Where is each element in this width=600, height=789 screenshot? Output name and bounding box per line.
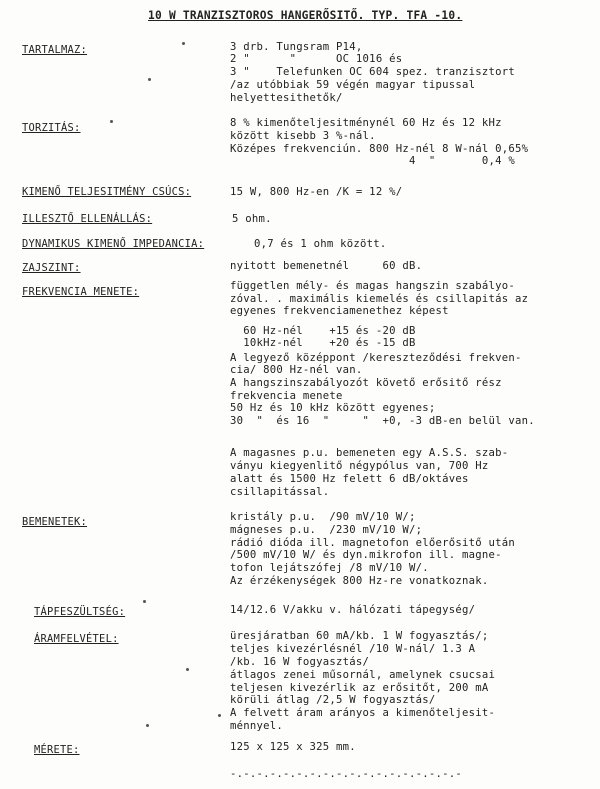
section-label-bemenetek: BEMENETEK: — [22, 516, 88, 528]
section-label-tartalmaz: TARTALMAZ: — [22, 44, 88, 56]
section-line: 2 " " OC 1016 és — [230, 53, 403, 65]
section-line: helyettesithetők/ — [230, 92, 343, 104]
section-line: csillapitással. — [230, 486, 330, 498]
section-line: A legyező középpont /kereszteződési frekven- — [230, 352, 522, 364]
scan-speck — [218, 714, 221, 717]
section-line: ménnyel. — [230, 720, 284, 732]
section-line: Az érzékenységek 800 Hz-re vonatkoznak. — [230, 575, 489, 587]
section-line: 3 " Telefunken OC 604 spez. tranzisztort — [230, 66, 516, 78]
section-line: között kisebb 3 %-nál. — [230, 130, 376, 142]
section-line: 125 x 125 x 325 mm. — [230, 741, 356, 753]
section-line: rádió dióda ill. magnetofon előerősitő után — [230, 537, 516, 549]
section-line: 3 drb. Tungsram P14, — [230, 41, 363, 53]
section-line: egyenes frekvenciamenethez képest — [230, 305, 449, 317]
scan-speck — [143, 600, 146, 603]
section-label-tapfeszultseg: TÁPFESZÜLTSÉG: — [34, 606, 126, 618]
section-line: független mély- és magas hangszin szabályo- — [230, 280, 516, 292]
section-label-frekvencia: FREKVENCIA MENETE: — [22, 286, 140, 298]
section-line: Középes frekvenciún. 800 Hz-nél 8 W-nál 0,65% — [230, 143, 529, 155]
section-line: cia/ 800 Hz-nél van. — [230, 364, 363, 376]
scan-speck — [182, 42, 185, 45]
section-line: 50 Hz és 10 kHz között egyenes; — [230, 402, 436, 414]
section-line: 8 % kimenőteljesitménynél 60 Hz és 12 kHz — [230, 117, 502, 129]
document-title: 10 W TRANZISZTOROS HANGERŐSITŐ. TYP. TFA -10. — [148, 9, 463, 22]
section-line: 0,7 és 1 ohm között. — [254, 238, 387, 250]
footer-separator: -.-.-.-.-.-.-.-.-.-.-.-.-.-.-.-.-.- — [230, 768, 462, 780]
section-line: ványu kiegyenlitő négypólus van, 700 Hz — [230, 460, 489, 472]
section-line: 4 " 0,4 % — [230, 155, 516, 167]
section-line: teljesen kivezérlik az erősitőt, 200 mA — [230, 682, 489, 694]
section-line: teljes kivezérlésnél /10 W-nál/ 1.3 A — [230, 643, 476, 655]
section-line: 5 ohm. — [232, 213, 272, 225]
section-line: átlagos zenei műsornál, amelynek csucsai — [230, 669, 496, 681]
section-line: 60 Hz-nél +15 és -20 dB — [230, 325, 416, 337]
section-line: nyitott bemenetnél 60 dB. — [230, 260, 423, 272]
section-line: A hangszinszabályozót követő erősitő rész — [230, 377, 502, 389]
section-line: 14/12.6 V/akku v. hálózati tápegység/ — [230, 604, 476, 616]
section-line: frekvencia menete — [230, 390, 343, 402]
scan-speck — [186, 668, 189, 671]
section-line: körüli átlag /2,5 W fogyasztás/ — [230, 694, 436, 706]
section-line: alatt és 1500 Hz felett 6 dB/oktáves — [230, 473, 469, 485]
section-line: 30 " és 16 " " +0, -3 dB-en belül van. — [230, 415, 535, 427]
scan-speck — [110, 120, 113, 123]
section-line: tofon lejátszófej /8 mV/10 W/. — [230, 562, 429, 574]
section-line: A magasnes p.u. bemeneten egy A.S.S. szab- — [230, 447, 509, 459]
section-label-kimeno-teljesitmeny: KIMENŐ TELJESITMÉNY CSÚCS: — [22, 186, 192, 198]
section-label-dynamikus: DYNAMIKUS KIMENŐ IMPEDANCIA: — [22, 238, 205, 250]
section-label-zajszint: ZAJSZINT: — [22, 262, 81, 274]
section-line: /az utóbbiak 59 végén magyar tipussal — [230, 79, 476, 91]
scan-speck — [146, 724, 149, 727]
section-label-torzitas: TORZITÁS: — [22, 122, 81, 134]
section-line: A felvett áram arányos a kimenőteljesit- — [230, 707, 496, 719]
section-line: mágneses p.u. /230 mV/10 W/; — [230, 524, 423, 536]
section-line: zóval. . maximális kiemelés és csillapitás az — [230, 293, 529, 305]
section-line: 10kHz-nél +20 és -15 dB — [230, 337, 416, 349]
section-line: /500 mV/10 W/ és dyn.mikrofon ill. magne- — [230, 549, 502, 561]
section-label-aramfelvetel: ÁRAMFELVÉTEL: — [34, 633, 119, 645]
section-line: üresjáratban 60 mA/kb. 1 W fogyasztás/; — [230, 630, 489, 642]
scan-speck — [148, 78, 151, 81]
section-label-merete: MÉRETE: — [34, 744, 80, 756]
section-label-illeszto: ILLESZTŐ ELLENÁLLÁS: — [22, 213, 153, 225]
section-line: kristály p.u. /90 mV/10 W/; — [230, 511, 416, 523]
section-line: 15 W, 800 Hz-en /K = 12 %/ — [230, 186, 403, 198]
section-line: /kb. 16 W fogyasztás/ — [230, 656, 370, 668]
